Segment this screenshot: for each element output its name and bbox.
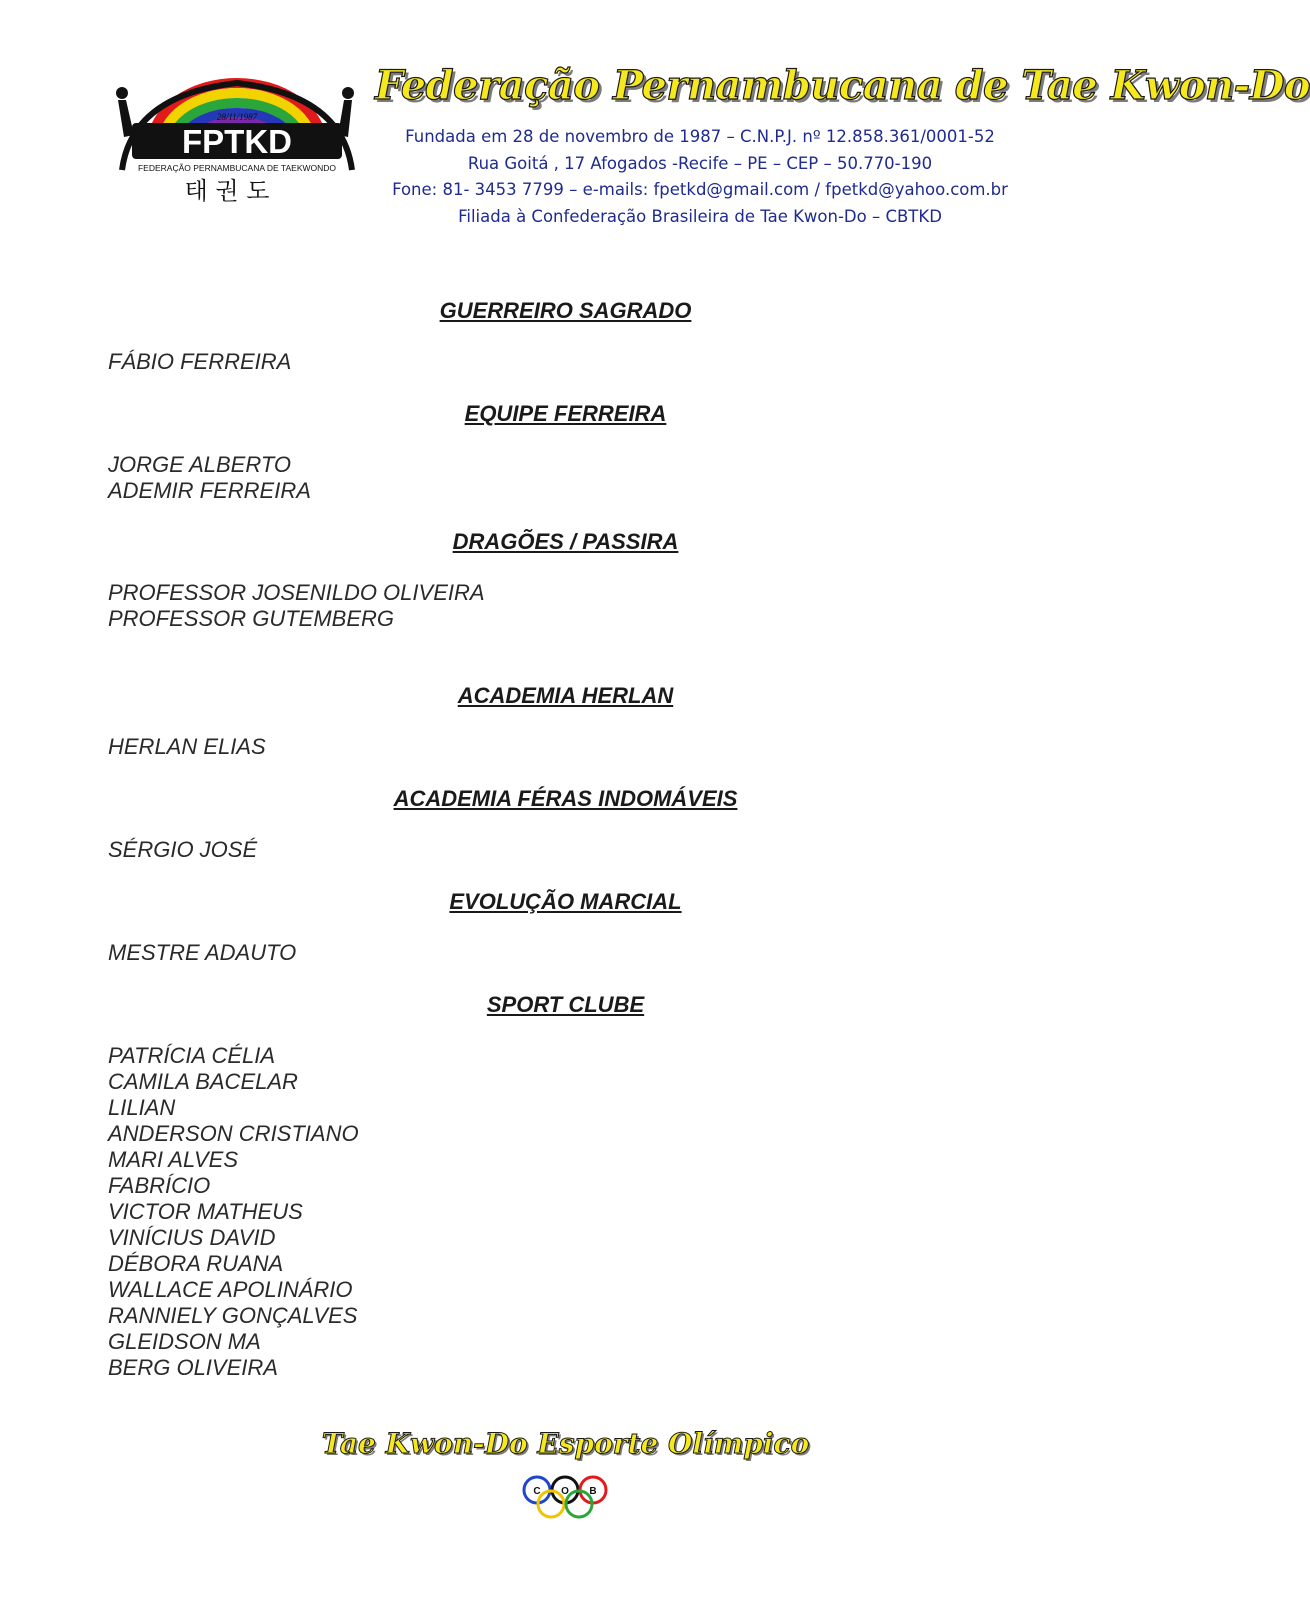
list-item: RANNIELY GONÇALVES: [108, 1303, 358, 1328]
list-item: MARI ALVES: [108, 1147, 239, 1172]
logo-korean: 태 권 도: [184, 177, 270, 205]
logo-text: FPTKD: [182, 123, 292, 160]
list-item: FABRÍCIO: [108, 1173, 211, 1198]
letterhead-details: [380, 124, 1020, 230]
section-title: ACADEMIA FÉRAS INDOMÁVEIS: [393, 786, 738, 811]
list-item: PROFESSOR JOSENILDO OLIVEIRA: [108, 580, 485, 605]
contact-line: Fone: 81- 3453 7799 – e-mails: fpetkd@gmail.com / fpetkd@yahoo.com.br: [392, 180, 1008, 199]
name-list: [108, 1043, 359, 1381]
cob-letter: B: [589, 1486, 597, 1497]
list-item: GLEIDSON MA: [108, 1329, 261, 1354]
cob-letter: C: [533, 1486, 541, 1497]
section-title: DRAGÕES / PASSIRA: [452, 529, 679, 554]
list-item: WALLACE APOLINÁRIO: [108, 1277, 353, 1302]
founding-line: Fundada em 28 de novembro de 1987 – C.N.P.J. nº 12.858.361/0001-52: [405, 127, 995, 146]
cob-letter: O: [561, 1486, 569, 1497]
list-item: HERLAN ELIAS: [108, 734, 266, 759]
section-title: SPORT CLUBE: [486, 992, 645, 1017]
list-item: CAMILA BACELAR: [108, 1069, 298, 1094]
list-item: MESTRE ADAUTO: [108, 940, 297, 965]
address-line: Rua Goitá , 17 Afogados -Recife – PE – CEP – 50.770-190: [467, 153, 933, 173]
affiliation-line: Filiada à Confederação Brasileira de Tae Kwon-Do – CBTKD: [458, 206, 942, 226]
list-item: VICTOR MATHEUS: [108, 1199, 303, 1224]
list-item: FÁBIO FERREIRA: [108, 349, 292, 374]
footer-slogan: Tae Kwon-Do Esporte Olímpico: [321, 1427, 810, 1460]
list-item: ANDERSON CRISTIANO: [108, 1121, 359, 1146]
logo-date: 28/11/1987: [216, 112, 258, 122]
logo-subtitle: FEDERAÇÃO PERNAMBUCANA DE TAEKWONDO: [137, 163, 337, 173]
list-item: BERG OLIVEIRA: [108, 1355, 278, 1380]
section-title: GUERREIRO SAGRADO: [439, 298, 692, 323]
section-title: EVOLUÇÃO MARCIAL: [449, 889, 682, 914]
list-item: SÉRGIO JOSÉ: [108, 837, 258, 862]
olympic-committee-logo: [515, 1473, 615, 1523]
federation-logo: [112, 75, 362, 210]
list-item: LILIAN: [108, 1095, 176, 1120]
name-list: [108, 349, 291, 375]
list-item: PROFESSOR GUTEMBERG: [108, 606, 395, 631]
list-item: JORGE ALBERTO: [108, 452, 291, 477]
name-list: [108, 452, 311, 504]
name-list: [108, 734, 266, 760]
list-item: ADEMIR FERREIRA: [108, 478, 311, 503]
section-title: EQUIPE FERREIRA: [464, 401, 667, 426]
federation-title: Federação Pernambucana de Tae Kwon-Do: [375, 62, 1310, 109]
list-item: VINÍCIUS DAVID: [108, 1225, 276, 1250]
name-list: [108, 940, 296, 966]
list-item: PATRÍCIA CÉLIA: [108, 1043, 276, 1068]
name-list: [108, 837, 257, 863]
section-title: ACADEMIA HERLAN: [457, 683, 674, 708]
name-list: [108, 580, 485, 632]
list-item: DÉBORA RUANA: [108, 1251, 284, 1276]
